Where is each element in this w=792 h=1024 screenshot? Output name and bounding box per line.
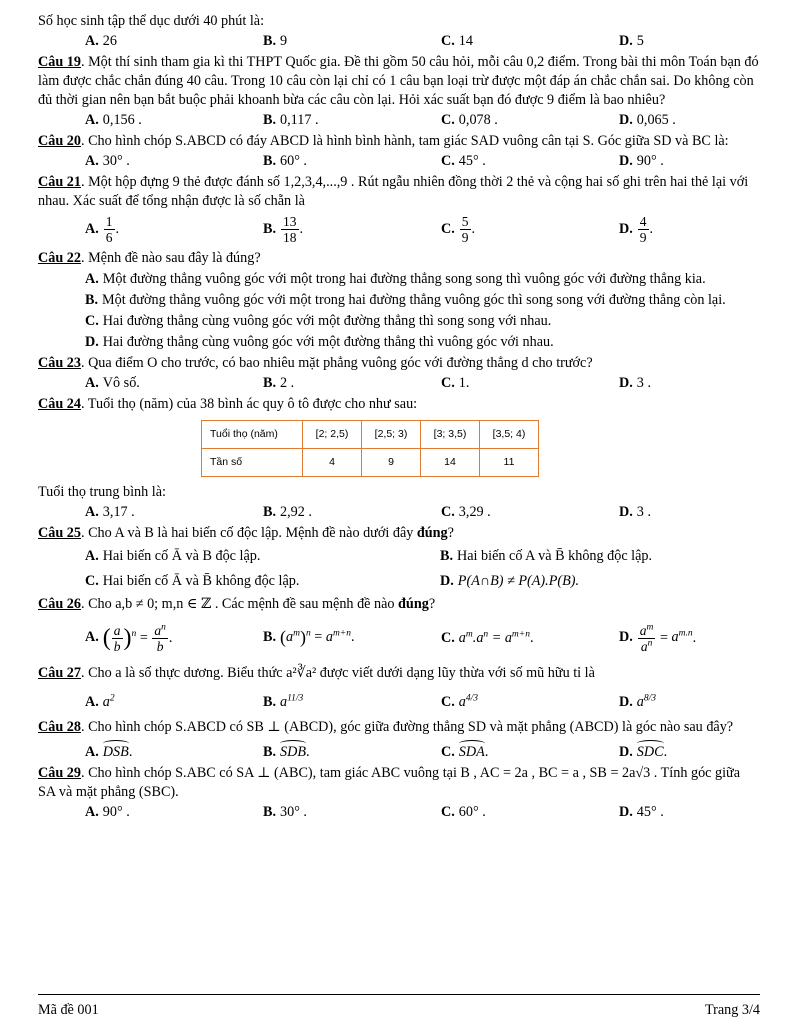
- option-a: A. ( $\frac{a}{b}$ )$^n$ = $\frac{a^n}{b}$ .: [85, 622, 173, 654]
- q22-option-d: D. Hai đường thẳng cùng vuông góc với một đường thẳng thì vuông góc với nhau.: [85, 334, 554, 350]
- table-header: [3,5; 4): [480, 421, 539, 449]
- option-b: B. $a^{11/3}$: [263, 693, 304, 710]
- option-a: A. 26: [85, 33, 117, 49]
- page-number: Trang 3/4: [704, 1002, 760, 1018]
- option-b: B. $(a^m)^n = a^{m+n}$.: [263, 627, 355, 648]
- q27-options: [38, 693, 760, 712]
- option-a: A. 0,156 .: [85, 112, 142, 128]
- question-23: Câu 23. Qua điểm O cho trước, có bao nhiêu mặt phẳng vuông góc với đường thẳng d cho trước?: [38, 355, 593, 371]
- table-cell: 4: [303, 449, 362, 477]
- option-c: C. $\frac{5}{9}$ .: [441, 214, 476, 245]
- q25-options-row1: [38, 547, 760, 566]
- option-a: A. $\frac{1}{6}$ .: [85, 214, 120, 245]
- question-29: Câu 29. Cho hình chóp S.ABC có SA ⊥ (ABC), tam giác ABC vuông tại B , AC = 2a , BC = a , SB = 2a√3 . Tính góc giữa SA và mặt phẳng (SBC).: [38, 765, 741, 800]
- question-27: Câu 27. Cho a là số thực dương. Biểu thức a²∛a² được viết dưới dạng lũy thừa với số mũ hữu tỉ là: [38, 665, 595, 681]
- option-a: A. Vô số.: [85, 375, 140, 391]
- option-c: C. 3,29 .: [441, 504, 491, 520]
- option-c: C. 0,078 .: [441, 112, 498, 128]
- option-d: D. $\frac{a^m}{a^n}$ = $a^{m.n}$.: [619, 622, 697, 654]
- table-cell: 11: [480, 449, 539, 477]
- option-c: C. SDA.: [441, 744, 489, 760]
- q19-options: [38, 111, 760, 130]
- q20-options: [38, 152, 760, 171]
- lifespan-table: [201, 420, 539, 477]
- table-row: [202, 421, 539, 449]
- option-d: D. 45° .: [619, 804, 664, 820]
- option-c: C. 1.: [441, 375, 470, 391]
- option-b: B. Hai biến cố A và B̄ không độc lập.: [440, 548, 653, 564]
- q29-options: [38, 803, 760, 822]
- question-19: Câu 19. Một thí sinh tham gia kì thi THPT Quốc gia. Đề thi gồm 50 câu hỏi, mỗi câu 0,2 điểm. Trong bài thi môn Toán bạn đó làm được chắc chắn đúng 40 câu. Trong 10 câu còn lại chỉ có 1 câu bạn loại trừ được một đáp án chắc chắn sai. Do không còn đủ thời gian nên bạn bắt buộc phải khoanh bừa các câu còn lại. Hỏi xác suất bạn đó được 9 điểm là bao nhiêu?: [38, 54, 759, 108]
- question-20: Câu 20. Cho hình chóp S.ABCD có đáy ABCD là hình bình hành, tam giác SAD vuông cân tại S. Góc giữa SD và BC là:: [38, 133, 729, 149]
- option-d: D. $\frac{4}{9}$ .: [619, 214, 654, 245]
- option-d: D. P(A∩B) ≠ P(A).P(B).: [440, 573, 580, 589]
- option-b: B. 9: [263, 33, 288, 49]
- option-a: A. 90° .: [85, 804, 130, 820]
- q22-option-c: C. Hai đường thẳng cùng vuông góc với một đường thẳng thì song song với nhau.: [85, 313, 552, 329]
- fraction: $\frac{13}{18}$: [283, 214, 297, 245]
- table-header: [3; 3,5): [421, 421, 480, 449]
- table-cell: Tần số: [202, 449, 303, 477]
- q28-options: [38, 743, 760, 762]
- option-d: D. 90° .: [619, 153, 664, 169]
- table-cell: 9: [362, 449, 421, 477]
- q22-option-a: A. Một đường thẳng vuông góc với một trong hai đường thẳng song song thì vuông góc với đường thẳng kia.: [85, 271, 706, 287]
- option-d: D. 0,065 .: [619, 112, 676, 128]
- option-c: C. 60° .: [441, 804, 486, 820]
- q21-options: [38, 214, 760, 245]
- question-21: Câu 21. Một hộp đựng 9 thẻ được đánh số 1,2,3,4,...,9 . Rút ngẫu nhiên đồng thời 2 thẻ và cộng hai số ghi trên hai thẻ lại với nhau. Xác suất để tổng nhận được là số chẵn là: [38, 174, 749, 209]
- option-b: B. 60° .: [263, 153, 307, 169]
- option-d: D. SDC.: [619, 744, 668, 760]
- fraction: $\frac{1}{6}$: [105, 214, 113, 245]
- q25-options-row2: [38, 572, 760, 591]
- table-row: [202, 449, 539, 477]
- option-c: C. $a^m.a^n = a^{m+n}$.: [441, 628, 534, 646]
- intro-options: [38, 32, 760, 51]
- option-a: A. $a^2$: [85, 693, 115, 710]
- table-header: [2; 2,5): [303, 421, 362, 449]
- q26-options: [38, 618, 760, 658]
- option-c: C. $a^{4/3}$: [441, 693, 479, 710]
- option-a: A. DSB.: [85, 744, 133, 760]
- option-d: D. 3 .: [619, 504, 651, 520]
- option-b: B. 2,92 .: [263, 504, 312, 520]
- q22-option-b: B. Một đường thẳng vuông góc với một trong hai đường thẳng vuông góc thì song song với đường thẳng còn lại.: [85, 292, 726, 308]
- option-b: B. 30° .: [263, 804, 307, 820]
- option-a: A. 30° .: [85, 153, 130, 169]
- page-footer: [38, 994, 760, 1020]
- option-c: C. Hai biến cố Ā và B̄ không độc lập.: [85, 573, 300, 589]
- question-22: Câu 22. Mệnh đề nào sau đây là đúng?: [38, 250, 261, 266]
- option-b: B. SDB.: [263, 744, 310, 760]
- intro-text: Số học sinh tập thể dục dưới 40 phút là:: [38, 13, 265, 29]
- q23-options: [38, 374, 760, 393]
- option-a: A. Hai biến cố Ā và B độc lập.: [85, 548, 261, 564]
- option-d: D. 5: [619, 33, 644, 49]
- option-d: D. $a^{8/3}$: [619, 693, 657, 710]
- question-25: Câu 25. Cho A và B là hai biến cố độc lập. Mệnh đề nào dưới đây đúng?: [38, 525, 454, 541]
- option-a: A. 3,17 .: [85, 504, 135, 520]
- table-header: Tuổi thọ (năm): [202, 421, 303, 449]
- fraction: $\frac{5}{9}$: [461, 214, 469, 245]
- question-26: Câu 26. Cho a,b ≠ 0; m,n ∈ ℤ . Các mệnh đề sau mệnh đề nào đúng?: [38, 596, 436, 612]
- exam-page: [38, 12, 760, 824]
- option-b: B. $\frac{13}{18}$ .: [263, 214, 304, 245]
- fraction: $\frac{4}{9}$: [639, 214, 647, 245]
- option-c: C. 45° .: [441, 153, 486, 169]
- q24-question: Tuổi thọ trung bình là:: [38, 484, 166, 500]
- question-28: Câu 28. Cho hình chóp S.ABCD có SB ⊥ (ABCD), góc giữa đường thẳng SD và mặt phẳng (ABCD) là góc nào sau đây?: [38, 719, 734, 735]
- q24-options: [38, 503, 760, 522]
- option-d: D. 3 .: [619, 375, 651, 391]
- table-header: [2,5; 3): [362, 421, 421, 449]
- option-c: C. 14: [441, 33, 473, 49]
- option-b: B. 0,117 .: [263, 112, 319, 128]
- table-cell: 14: [421, 449, 480, 477]
- exam-code: Mã đề 001: [38, 1002, 99, 1018]
- option-b: B. 2 .: [263, 375, 295, 391]
- question-24: Câu 24. Tuổi thọ (năm) của 38 bình ác quy ô tô được cho như sau:: [38, 396, 418, 412]
